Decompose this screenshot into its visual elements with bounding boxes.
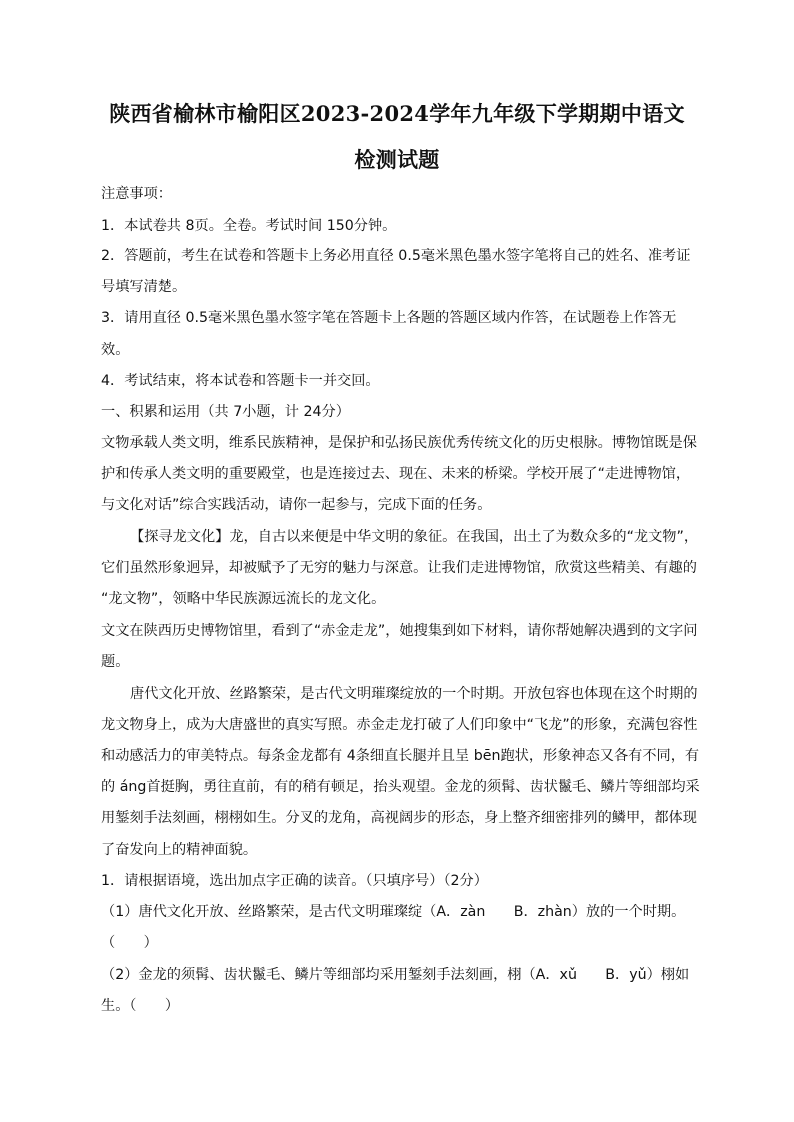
notice-item: 2．答题前，考生在试卷和答题卡上务必用直径 0.5毫米黑色墨水签字笔将自己的姓名、准考证	[101, 248, 691, 264]
notice-item: 3．请用直径 0.5毫米黑色墨水签字笔在答题卡上各题的答题区域内作答，在试题卷上作答无	[101, 310, 677, 326]
passage-line: 唐代文化开放、丝路繁荣，是古代文明璀璨绽放的一个时期。开放包容也体现在这个时期的	[130, 686, 698, 702]
notice-heading: 注意事项：	[101, 186, 172, 202]
question-1-part-1-answer-blank: （ ）	[101, 935, 158, 951]
notice-item: 号填写清楚。	[101, 279, 187, 295]
passage-line: 和动感活力的审美特点。每条金龙都有 4条细直长腿并且呈 bēn跑状，形象神态又各有不同，有	[101, 748, 700, 764]
visit-line: 题。	[101, 654, 130, 670]
intro-line: 文物承载人类文明，维系民族精神，是保护和弘扬民族优秀传统文化的历史根脉。博物馆既是保	[101, 435, 697, 451]
passage-line: 了奋发向上的精神面貌。	[101, 842, 258, 858]
task-line: “龙文物”，领略中华民族源远流长的龙文化。	[101, 591, 386, 607]
visit-line: 文文在陕西历史博物馆里，看到了“赤金走龙”，她搜集到如下材料，请你帮她解决遇到的文字问	[101, 623, 698, 639]
notice-item: 4．考试结束，将本试卷和答题卡一并交回。	[101, 373, 380, 389]
question-1-part-2: （2）金龙的须髯、齿状鬣毛、鳞片等细部均采用錾刻手法刻画，栩（A．xǔ B．yǔ）栩如	[101, 967, 690, 983]
notice-item: 1．本试卷共 8页。全卷。考试时间 150分钟。	[101, 218, 397, 234]
intro-line: 与文化对话”综合实践活动，请你一起参与，完成下面的任务。	[101, 497, 492, 513]
document-title-line-1: 陕西省榆林市榆阳区2023-2024学年九年级下学期期中语文	[109, 101, 685, 126]
passage-line: 龙文物身上，成为大唐盛世的真实写照。赤金走龙打破了人们印象中“飞龙”的形象，充满包容性	[101, 717, 698, 733]
intro-line: 护和传承人类文明的重要殿堂，也是连接过去、现在、未来的桥梁。学校开展了“走进博物馆，	[101, 466, 691, 482]
task-line: 【探寻龙文化】龙，自古以来便是中华文明的象征。在我国，出土了为数众多的“龙文物”，	[130, 529, 699, 545]
passage-line: 的 áng首挺胸，勇往直前，有的稍有顿足，抬头观望。金龙的须髯、齿状鬣毛、鳞片等细部均采	[101, 779, 700, 795]
question-1-part-2-answer-blank: 生。（ ）	[101, 998, 180, 1014]
question-1-stem: 1．请根据语境，选出加点字正确的读音。（只填序号）（2分）	[101, 873, 488, 889]
notice-item: 效。	[101, 342, 130, 358]
passage-line: 用錾刻手法刻画，栩栩如生。分叉的龙角，高视阔步的形态，身上整齐细密排列的鳞甲，都体现	[101, 810, 697, 826]
document-title-line-2: 检测试题	[354, 147, 440, 172]
question-1-part-1: （1）唐代文化开放、丝路繁荣，是古代文明璀璨绽（A．zàn B．zhàn）放的一个时期。	[101, 904, 686, 920]
section-heading: 一、积累和运用（共 7小题，计 24分）	[101, 404, 350, 420]
task-line: 它们虽然形象迥异，却被赋予了无穷的魅力与深意。让我们走进博物馆，欣赏这些精美、有趣的	[101, 560, 697, 576]
